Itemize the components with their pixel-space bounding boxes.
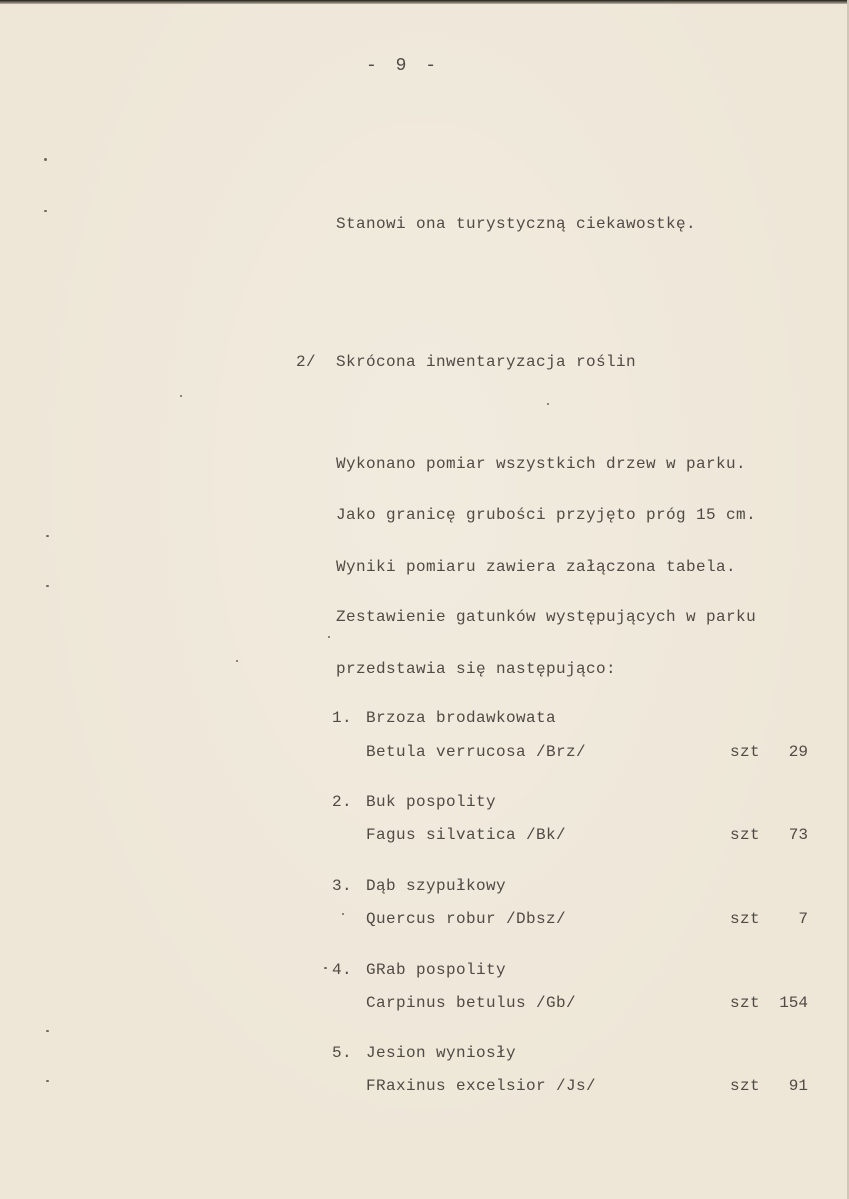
species-index: 2.	[332, 793, 353, 811]
scan-speck	[46, 585, 49, 587]
scan-speck	[236, 660, 238, 662]
intro-sentence: Stanowi ona turystyczną ciekawostkę.	[336, 215, 697, 233]
species-index: 5.	[332, 1044, 353, 1062]
species-index: 1.	[332, 709, 353, 727]
scan-speck	[180, 395, 182, 397]
species-latin: Carpinus betulus /Gb/	[366, 994, 577, 1012]
species-latin: Fagus silvatica /Bk/	[366, 826, 567, 844]
scan-speck	[342, 913, 344, 915]
scan-speck	[324, 967, 327, 969]
species-count: 91	[788, 1077, 808, 1095]
species-name: Dąb szypułkowy	[366, 877, 507, 895]
species-count: 154	[779, 994, 808, 1012]
species-latin: Betula verrucosa /Brz/	[366, 743, 587, 761]
scan-speck	[46, 1030, 49, 1032]
species-name: GRab pospolity	[366, 961, 507, 979]
species-latin: FRaxinus excelsior /Js/	[366, 1077, 597, 1095]
species-unit: szt	[730, 743, 761, 761]
scan-speck	[46, 535, 49, 537]
species-unit: szt	[730, 994, 761, 1012]
paragraph-line: Zestawienie gatunków występujących w parku	[336, 608, 757, 626]
section-number: 2/	[296, 353, 317, 371]
species-count: 73	[788, 826, 808, 844]
scan-speck	[328, 636, 330, 638]
paragraph-line: Wyniki pomiaru zawiera załączona tabela.	[336, 558, 737, 576]
paragraph-line: Wykonano pomiar wszystkich drzew w parku.	[336, 455, 747, 473]
species-count: 7	[798, 910, 808, 928]
scan-speck	[547, 403, 549, 405]
paragraph-line: Jako granicę grubości przyjęto próg 15 cm.	[336, 506, 757, 524]
species-latin: Quercus robur /Dbsz/	[366, 910, 567, 928]
species-index: 3.	[332, 877, 353, 895]
species-index: 4.	[332, 961, 353, 979]
species-name: Buk pospolity	[366, 793, 497, 811]
species-unit: szt	[730, 826, 761, 844]
page-number: - 9 -	[366, 56, 441, 76]
scan-speck	[46, 1080, 49, 1082]
species-unit: szt	[730, 910, 761, 928]
species-name: Brzoza brodawkowata	[366, 709, 557, 727]
scan-speck	[44, 158, 47, 161]
species-name: Jesion wyniosły	[366, 1044, 517, 1062]
scan-speck	[44, 210, 47, 212]
species-count: 29	[788, 743, 808, 761]
species-unit: szt	[730, 1077, 761, 1095]
section-heading: Skrócona inwentaryzacja roślin	[336, 353, 637, 371]
paragraph-line: przedstawia się następująco:	[336, 660, 617, 678]
page-top-edge	[0, 0, 849, 4]
